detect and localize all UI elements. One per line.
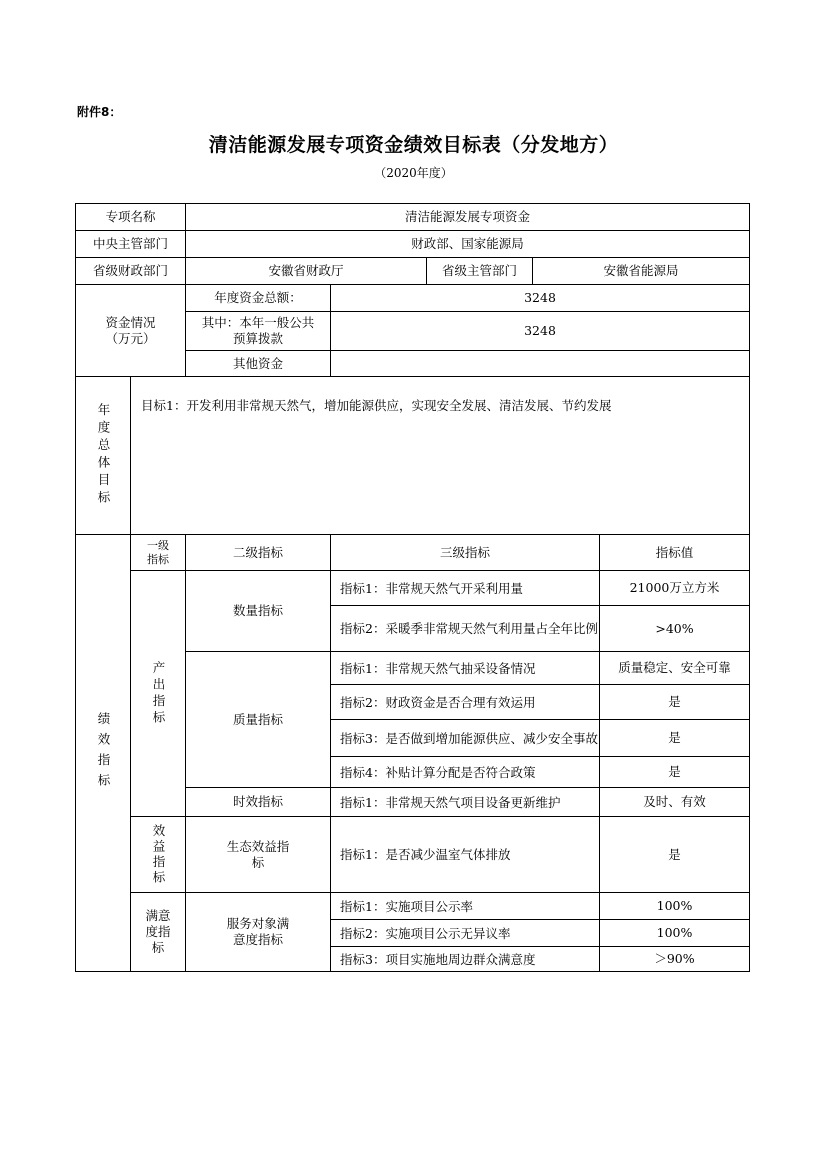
year-label: （2020年度） bbox=[374, 166, 453, 180]
annual-goal-text: 目标1：开发利用非常规天然气，增加能源供应，实现安全发展、清洁发展、节约发展 bbox=[130, 376, 750, 535]
header-level3: 三级指标 bbox=[330, 534, 600, 571]
prov-dept-value: 安徽省能源局 bbox=[532, 257, 750, 285]
indicator-value: 及时、有效 bbox=[599, 787, 750, 817]
funds-other-label: 其他资金 bbox=[185, 350, 331, 377]
indicator-cell: 指标1：是否减少温室气体排放 bbox=[330, 816, 600, 893]
indicator-value: 100% bbox=[599, 919, 750, 947]
indicator-cell: 指标1：非常规天然气抽采设备情况 bbox=[330, 651, 600, 685]
attachment-label: 附件8： bbox=[77, 105, 122, 119]
satisfaction-indicator-label: 满意度指标 bbox=[130, 892, 186, 972]
annual-goal-label: 年度总体目标 bbox=[75, 376, 131, 535]
quality-indicator-label: 质量指标 bbox=[185, 651, 331, 788]
central-dept-value: 财政部、国家能源局 bbox=[185, 230, 750, 258]
prov-finance-value: 安徽省财政厅 bbox=[185, 257, 427, 285]
project-name-label: 专项名称 bbox=[75, 203, 186, 231]
benefit-indicator-label: 效益指标 bbox=[130, 816, 186, 893]
indicator-cell: 指标1：非常规天然气开采利用量 bbox=[330, 570, 600, 606]
indicator-cell: 指标2：财政资金是否合理有效运用 bbox=[330, 684, 600, 720]
funds-budget-label: 其中：本年一般公共预算拨款 bbox=[185, 311, 331, 351]
project-name-value: 清洁能源发展专项资金 bbox=[185, 203, 750, 231]
indicator-cell: 指标4：补贴计算分配是否符合政策 bbox=[330, 756, 600, 788]
indicator-value: 100% bbox=[599, 892, 750, 920]
header-level1: 一级指标 bbox=[130, 534, 186, 571]
indicator-cell: 指标1：实施项目公示率 bbox=[330, 892, 600, 920]
indicator-value: 21000万立方米 bbox=[599, 570, 750, 606]
indicator-value: 是 bbox=[599, 719, 750, 757]
header-level2: 二级指标 bbox=[185, 534, 331, 571]
quantity-indicator-label: 数量指标 bbox=[185, 570, 331, 652]
indicator-cell: 指标3：是否做到增加能源供应、减少安全事故 bbox=[330, 719, 600, 757]
prov-dept-label: 省级主管部门 bbox=[426, 257, 533, 285]
indicator-value: >40% bbox=[599, 605, 750, 652]
indicator-value: 是 bbox=[599, 684, 750, 720]
output-indicator-label: 产出指标 bbox=[130, 570, 186, 817]
page-title: 清洁能源发展专项资金绩效目标表（分发地方） bbox=[208, 134, 619, 156]
funds-other-value bbox=[330, 350, 750, 377]
service-satisfaction-indicator-label: 服务对象满意度指标 bbox=[185, 892, 331, 972]
indicator-cell: 指标2：采暖季非常规天然气利用量占全年比例 bbox=[330, 605, 600, 652]
timeliness-indicator-label: 时效指标 bbox=[185, 787, 331, 817]
central-dept-label: 中央主管部门 bbox=[75, 230, 186, 258]
perf-label: 绩效指标 bbox=[75, 534, 131, 972]
prov-finance-label: 省级财政部门 bbox=[75, 257, 186, 285]
eco-benefit-indicator-label: 生态效益指标 bbox=[185, 816, 331, 893]
header-value: 指标值 bbox=[599, 534, 750, 571]
funds-total-label: 年度资金总额： bbox=[185, 284, 331, 312]
indicator-cell: 指标1：非常规天然气项目设备更新维护 bbox=[330, 787, 600, 817]
indicator-value: 质量稳定、安全可靠 bbox=[599, 651, 750, 685]
indicator-cell: 指标3：项目实施地周边群众满意度 bbox=[330, 946, 600, 972]
indicator-value: 是 bbox=[599, 756, 750, 788]
indicator-cell: 指标2：实施项目公示无异议率 bbox=[330, 919, 600, 947]
indicator-value: ＞90% bbox=[599, 946, 750, 972]
funds-label: 资金情况（万元） bbox=[75, 284, 186, 377]
funds-total-value: 3248 bbox=[330, 284, 750, 312]
indicator-value: 是 bbox=[599, 816, 750, 893]
funds-budget-value: 3248 bbox=[330, 311, 750, 351]
